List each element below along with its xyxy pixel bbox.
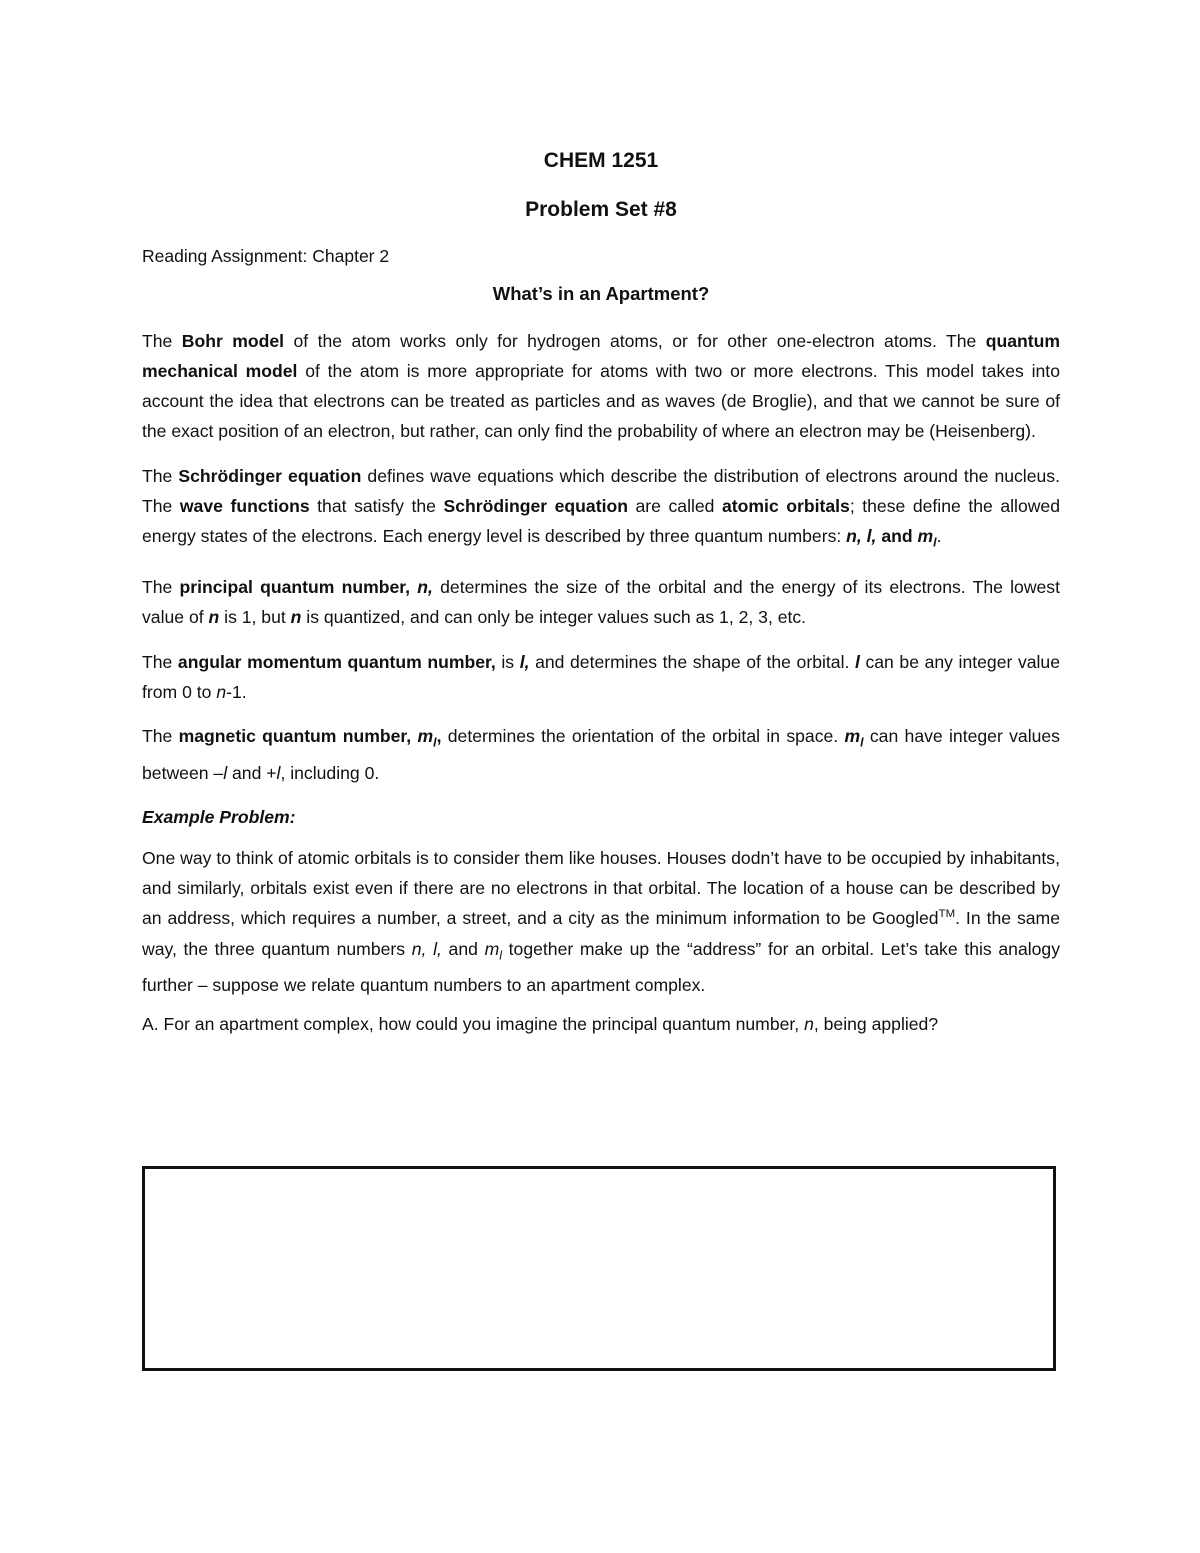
paragraph-schrodinger: The Schrödinger equation defines wave equations which describe the distribution of electrons around the nucleus. The wave functions that satisfy the Schrödinger equation are called atomic orbitals; these define the allowed energy states of the electrons. Each energy level is described by three quantum numbers: n, l, and $m_l$. [142, 465, 1060, 550]
paragraph-angular-momentum: The angular momentum quantum number, is l, and determines the shape of the orbital. l can be any integer value from 0 to n-1. [142, 651, 1060, 703]
paragraph-houses-analogy: One way to think of atomic orbitals is to consider them like houses. Houses dodn’t have to be occupied by inhabitants, and similarly, orbitals exist even if there are no electrons in that orbital. The location of a house can be described by an address, which requires a number, a street, and a city as the minimum information to be Googled™. In the same way, the three quantum numbers n, l, and $m_l$ together make up the “address” for an orbital. Let’s take this analogy further – suppose we relate quantum numbers to an apartment complex. [142, 847, 1060, 996]
paragraph-magnetic-quantum-number: The magnetic quantum number, $m_l$, determines the orientation of the orbital in space. $m_l$ can have integer values between –l and +l, including 0. [142, 726, 1060, 784]
problem-set-title: Problem Set #8 [525, 198, 677, 222]
reading-assignment: Reading Assignment: Chapter 2 [142, 246, 390, 267]
paragraph-principal-quantum-number: The principal quantum number, n, determines the size of the orbital and the energy of its electrons. The lowest value of n is 1, but n is quantized, and can only be integer values such as 1, 2, 3, etc. [142, 577, 1060, 628]
document-page [142, 140, 1060, 1037]
section-title: What’s in an Apartment? [492, 283, 710, 305]
question-a: A. For an apartment complex, how could you imagine the principal quantum number, n, being applied? [142, 1013, 939, 1034]
course-title: CHEM 1251 [543, 149, 659, 172]
example-problem-heading: Example Problem: [142, 807, 296, 828]
paragraph-bohr-model: The Bohr model of the atom works only for hydrogen atoms, or for other one-electron atoms. The quantum mechanical model of the atom is more appropriate for atoms with two or more electrons. This model takes into account the idea that electrons can be treated as particles and as waves (de Broglie), and that we cannot be sure of the exact position of an electron, but rather, can only find the probability of where an electron may be (Heisenberg). [142, 330, 1061, 442]
answer-box-a[interactable] [142, 1166, 1056, 1371]
